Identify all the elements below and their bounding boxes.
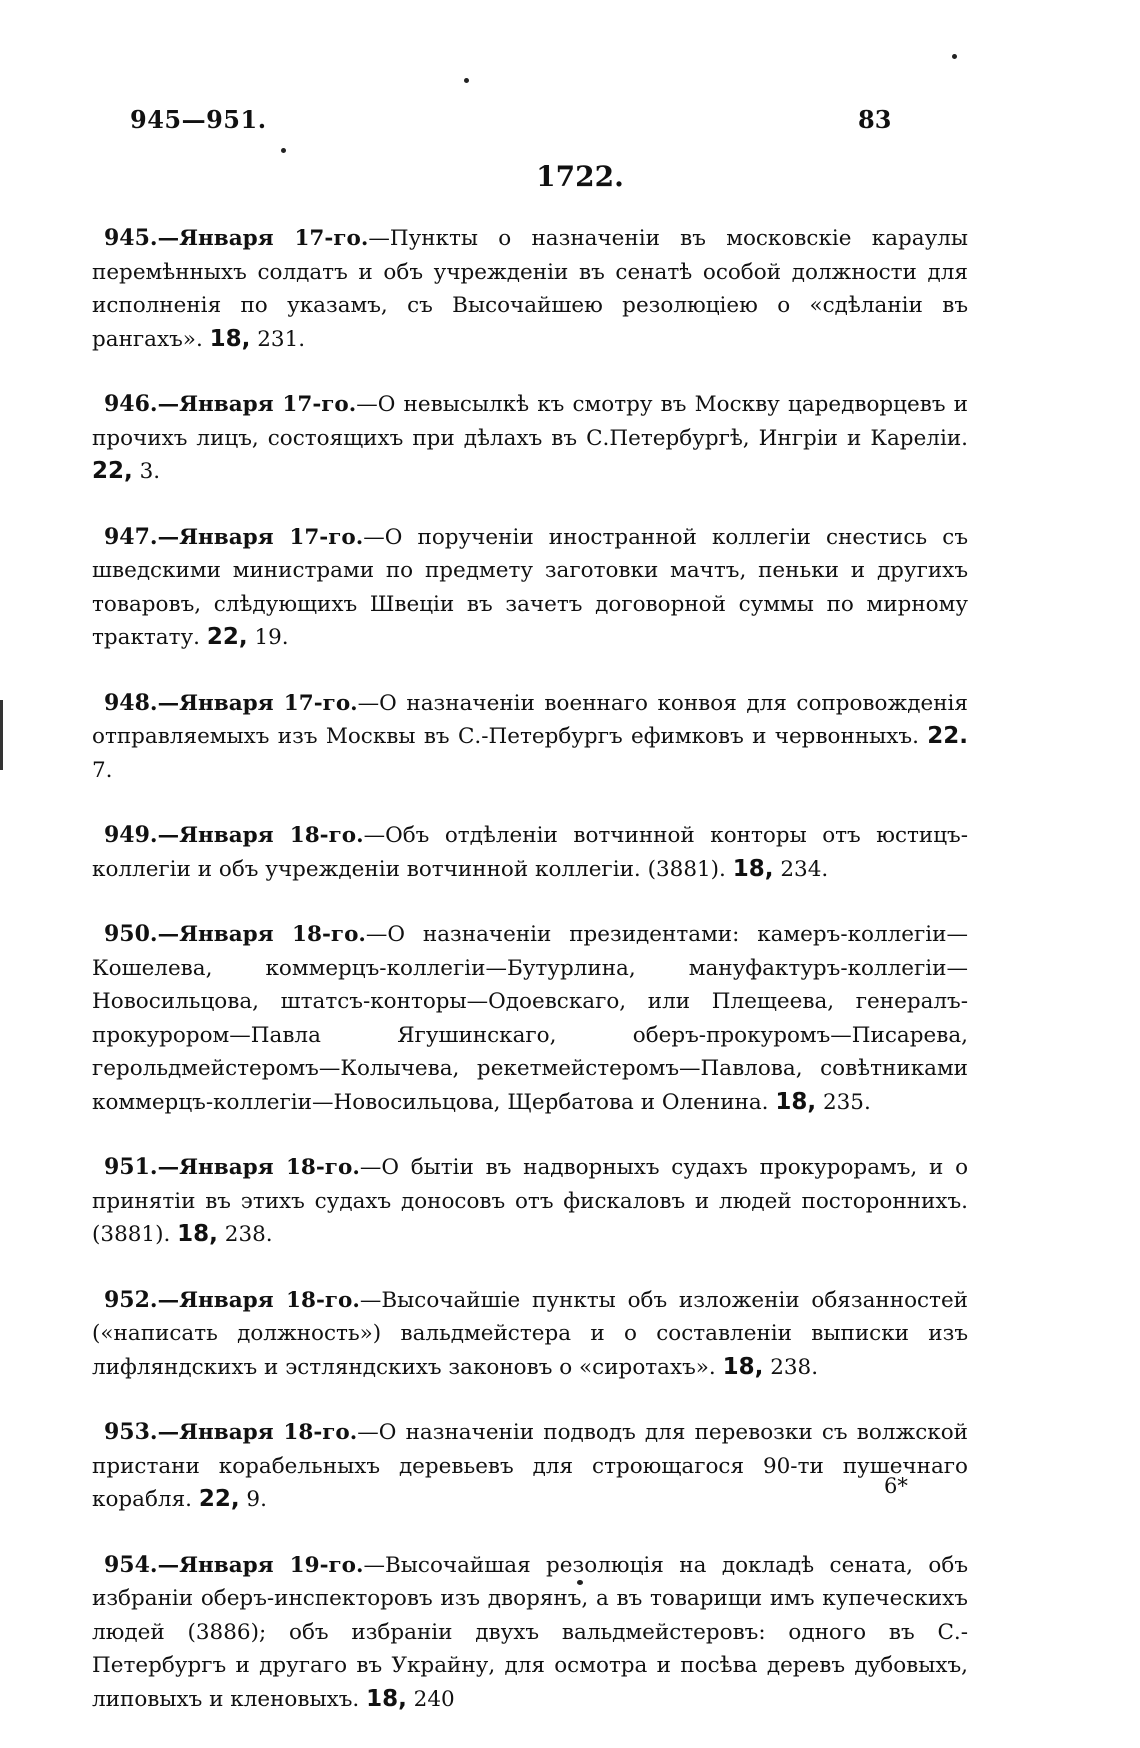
year-heading: 1722. [536, 160, 624, 193]
scan-speck [464, 78, 469, 83]
entry-page-ref: 235. [822, 1089, 871, 1115]
scan-speck [281, 148, 286, 153]
page-number: 83 [858, 105, 892, 134]
entry-date: —Января 18-го. [157, 922, 366, 947]
entry-number: 951. [104, 1154, 158, 1180]
entry-949 [92, 819, 968, 886]
entry-date: —Января 18-го. [157, 1287, 360, 1313]
entry-text: —О назначеніи президентами: камеръ-коллегіи—Кошелева, коммерцъ-коллегіи—Бутурлина, мануфактуръ-коллегіи—Новосильцова, штатсъ-конторы—Одоевскаго, или Плещеева, генералъ-прокурором—Павла Ягушинскаго, оберъ-прокуромъ—Писарева, герольдмейстеромъ—Колычева, рекетмейстеромъ—Павлова, совѣтниками коммерцъ-коллегіи—Новосильцова, Щербатова и Оленина. [92, 922, 968, 1115]
scan-speck [577, 1580, 583, 1585]
signature-mark: 6* [884, 1474, 908, 1498]
entry-page-ref: 238. [224, 1222, 273, 1247]
entry-number: 952. [104, 1286, 158, 1313]
entry-volume-ref: 18, [722, 1353, 764, 1380]
header-entry-range: 945—951. [130, 105, 267, 134]
entry-number: 945. [104, 225, 158, 251]
entry-date: —Января 18-го. [157, 1420, 358, 1445]
entry-date: —Января 18-го. [157, 823, 364, 848]
entry-page-ref: 9. [246, 1487, 267, 1512]
entry-number: 946. [104, 391, 158, 417]
entry-946 [92, 388, 968, 489]
entry-947 [92, 521, 968, 655]
entry-date: —Января 17-го. [157, 524, 364, 550]
entry-date: —Января 17-го. [157, 690, 358, 716]
entry-number: 947. [104, 523, 158, 550]
entry-text: —Объ отдѣленіи вотчинной конторы отъ юстицъ-коллегіи и объ учрежденіи вотчинной коллегіи. (3881). [92, 823, 968, 882]
entry-text: —Пункты о назначеніи въ московскіе караулы перемѣнныхъ солдатъ и объ учрежденіи въ сенатѣ особой должности для исполненія по указамъ, съ Высочайшею резолюціею о «сдѣланіи въ рангахъ». [92, 226, 968, 352]
entry-page-ref: 7. [92, 757, 113, 783]
entry-number: 950. [104, 921, 158, 947]
entry-volume-ref: 18, [732, 855, 774, 882]
entry-text: —Высочайшая резолюція на докладѣ сената, объ избраніи оберъ-инспекторовъ изъ дворянъ, а въ товарищи имъ купеческихъ людей (3886); объ избраніи двухъ вальдмейстеровъ: одного въ С.-Петербургъ и другаго въ Украйну, для осмотра и посѣва деревъ дубовыхъ, липовыхъ и кленовыхъ. [92, 1552, 969, 1712]
entry-number: 954. [104, 1551, 158, 1578]
entry-volume-ref: 18, [209, 325, 251, 352]
entry-text: —О порученіи иностранной коллегіи снестись съ шведскими министрами по предмету заготовки мачтъ, пеньки и другихъ товаровъ, слѣдующихъ Швеціи въ зачетъ договорной суммы по мирному трактату. [92, 524, 968, 650]
entry-951 [92, 1151, 968, 1252]
entry-volume-ref: 18, [366, 1685, 407, 1712]
entry-page-ref: 3. [139, 459, 161, 484]
entry-page-ref: 240 [413, 1686, 455, 1712]
entry-page-ref: 19. [254, 625, 289, 650]
entries-list [92, 222, 968, 1748]
entry-text: —Высочайшіе пункты объ изложеніи обязанностей («написать должность») вальдмейстера и о составленіи выписки изъ лифляндскихъ и эстляндскихъ законовъ о «сиротахъ». [92, 1287, 969, 1380]
entry-volume-ref: 22, [198, 1486, 240, 1512]
entry-date: —Января 18-го. [157, 1155, 360, 1180]
entry-954 [92, 1549, 968, 1717]
entry-953 [92, 1416, 968, 1517]
entry-date: —Января 17-го. [157, 226, 369, 251]
entry-volume-ref: 18, [177, 1221, 218, 1247]
entry-date: —Января 19-го. [157, 1552, 364, 1578]
entry-volume-ref: 22, [206, 624, 248, 650]
entry-page-ref: 238. [770, 1354, 819, 1380]
entry-text: —О бытіи въ надворныхъ судахъ прокурорамъ, и о принятіи въ этихъ судахъ доносовъ отъ фискаловъ и людей постороннихъ. (3881). [92, 1155, 969, 1247]
entry-volume-ref: 22, [92, 458, 133, 484]
entry-page-ref: 234. [780, 856, 829, 882]
entry-volume-ref: 18, [775, 1088, 817, 1115]
entry-date: —Января 17-го. [157, 392, 357, 417]
entry-948 [92, 687, 968, 788]
scan-edge-mark [0, 700, 3, 770]
entry-number: 949. [104, 822, 158, 848]
entry-number: 948. [104, 689, 158, 716]
entry-945 [92, 222, 968, 356]
entry-952 [92, 1284, 968, 1385]
entry-page-ref: 231. [257, 326, 306, 352]
entry-text: —О невысылкѣ къ смотру въ Москву царедворцевъ и прочихъ лицъ, состоящихъ при дѣлахъ въ С.Петербургѣ, Ингріи и Кареліи. [92, 392, 969, 451]
entry-number: 953. [104, 1419, 158, 1445]
entry-volume-ref: 22. [927, 723, 968, 749]
scan-speck [952, 54, 957, 59]
entry-text: —О назначеніи военнаго конвоя для сопровожденія отправляемыхъ изъ Москвы въ С.-Петербургъ ефимковъ и червонныхъ. [92, 690, 968, 749]
entry-950 [92, 918, 968, 1119]
entry-text: —О назначеніи подводъ для перевозки съ волжской пристани корабельныхъ деревьевъ для строющагося 90-ти пушечнаго корабля. [92, 1420, 968, 1512]
